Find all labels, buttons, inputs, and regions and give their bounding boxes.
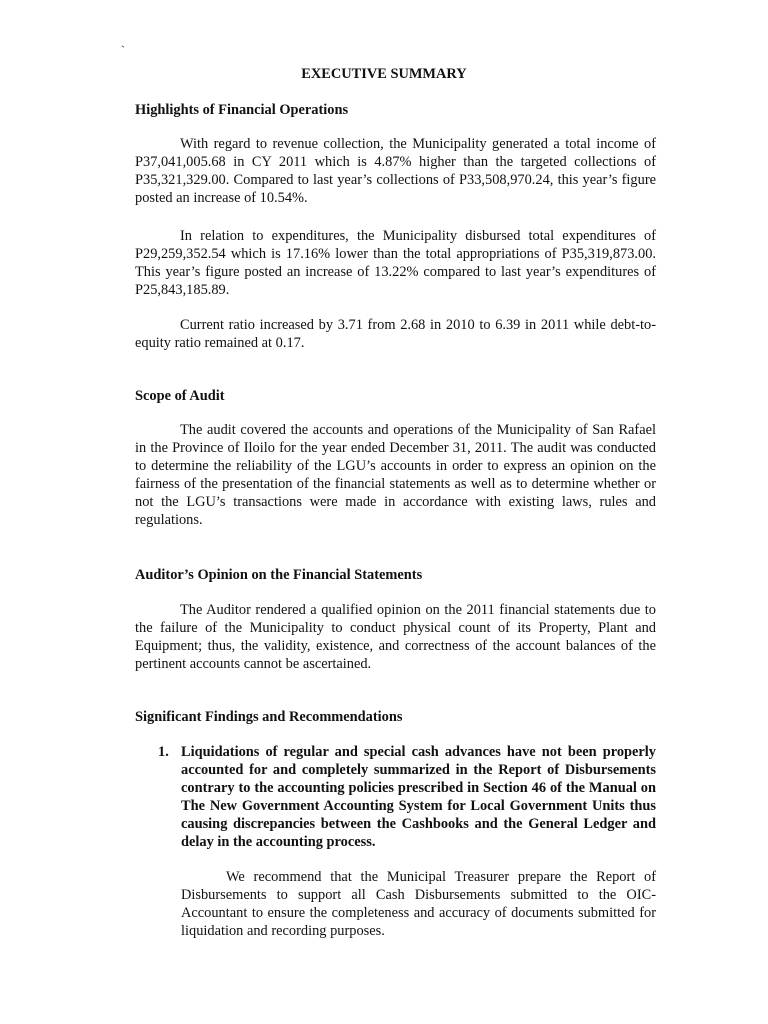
paragraph-revenue: With regard to revenue collection, the Municipality generated a total income of P37,041,005.68 in CY 2011 which is 4.87% higher than the targeted collections of P35,321,329.00. Compared to last year’s collections of P33,508,970.24, this year’s figure posted an increase of 10.54%. [135, 136, 656, 206]
finding-text: Liquidations of regular and special cash advances have not been properly accounted for and completely summarized in the Report of Disbursements contrary to the accounting policies prescribed in Section 46 of the Manual on The New Government Accounting System for Local Government Units thus causing discrepancies between the Cashbooks and the General Ledger and delay in the accounting process. [181, 744, 656, 850]
recommendation-text: We recommend that the Municipal Treasurer prepare the Report of Disbursements to support all Cash Disbursements submitted to the OIC-Accountant to ensure the completeness and accuracy of documents submitted for liquidation and recording purposes. [181, 869, 656, 939]
paragraph-ratios: Current ratio increased by 3.71 from 2.68 in 2010 to 6.39 in 2011 while debt-to-equity ratio remained at 0.17. [135, 317, 656, 351]
paragraph-expenditures: In relation to expenditures, the Municipality disbursed total expenditures of P29,259,352.54 which is 17.16% lower than the total appropriations of P35,319,873.00. This year’s figure posted an increase of 13.22% compared to last year’s expenditures of P25,843,185.89. [135, 228, 656, 298]
finding-item [158, 743, 656, 851]
paragraph-scope: The audit covered the accounts and operations of the Municipality of San Rafael in the Province of Iloilo for the year ended December 31, 2011. The audit was conducted to determine the reliability of the LGU’s accounts in order to express an opinion on the fairness of the presentation of the financial statements as well as to determine whether or not the LGU’s transactions were made in accordance with existing laws, rules and regulations. [135, 422, 656, 528]
heading-opinion: Auditor’s Opinion on the Financial Statements [135, 567, 423, 583]
paragraph-opinion: The Auditor rendered a qualified opinion on the 2011 financial statements due to the failure of the Municipality to conduct physical count of its Property, Plant and Equipment; thus, the validity, existence, and correctness of the account balances of the pertinent accounts cannot be ascertained. [135, 602, 656, 672]
heading-findings: Significant Findings and Recommendations [135, 709, 403, 725]
finding-number: 1. [158, 744, 169, 760]
stray-tick-mark: ` [121, 43, 125, 57]
page-title: EXECUTIVE SUMMARY [301, 66, 467, 82]
heading-scope: Scope of Audit [135, 388, 225, 404]
heading-highlights: Highlights of Financial Operations [135, 102, 349, 118]
